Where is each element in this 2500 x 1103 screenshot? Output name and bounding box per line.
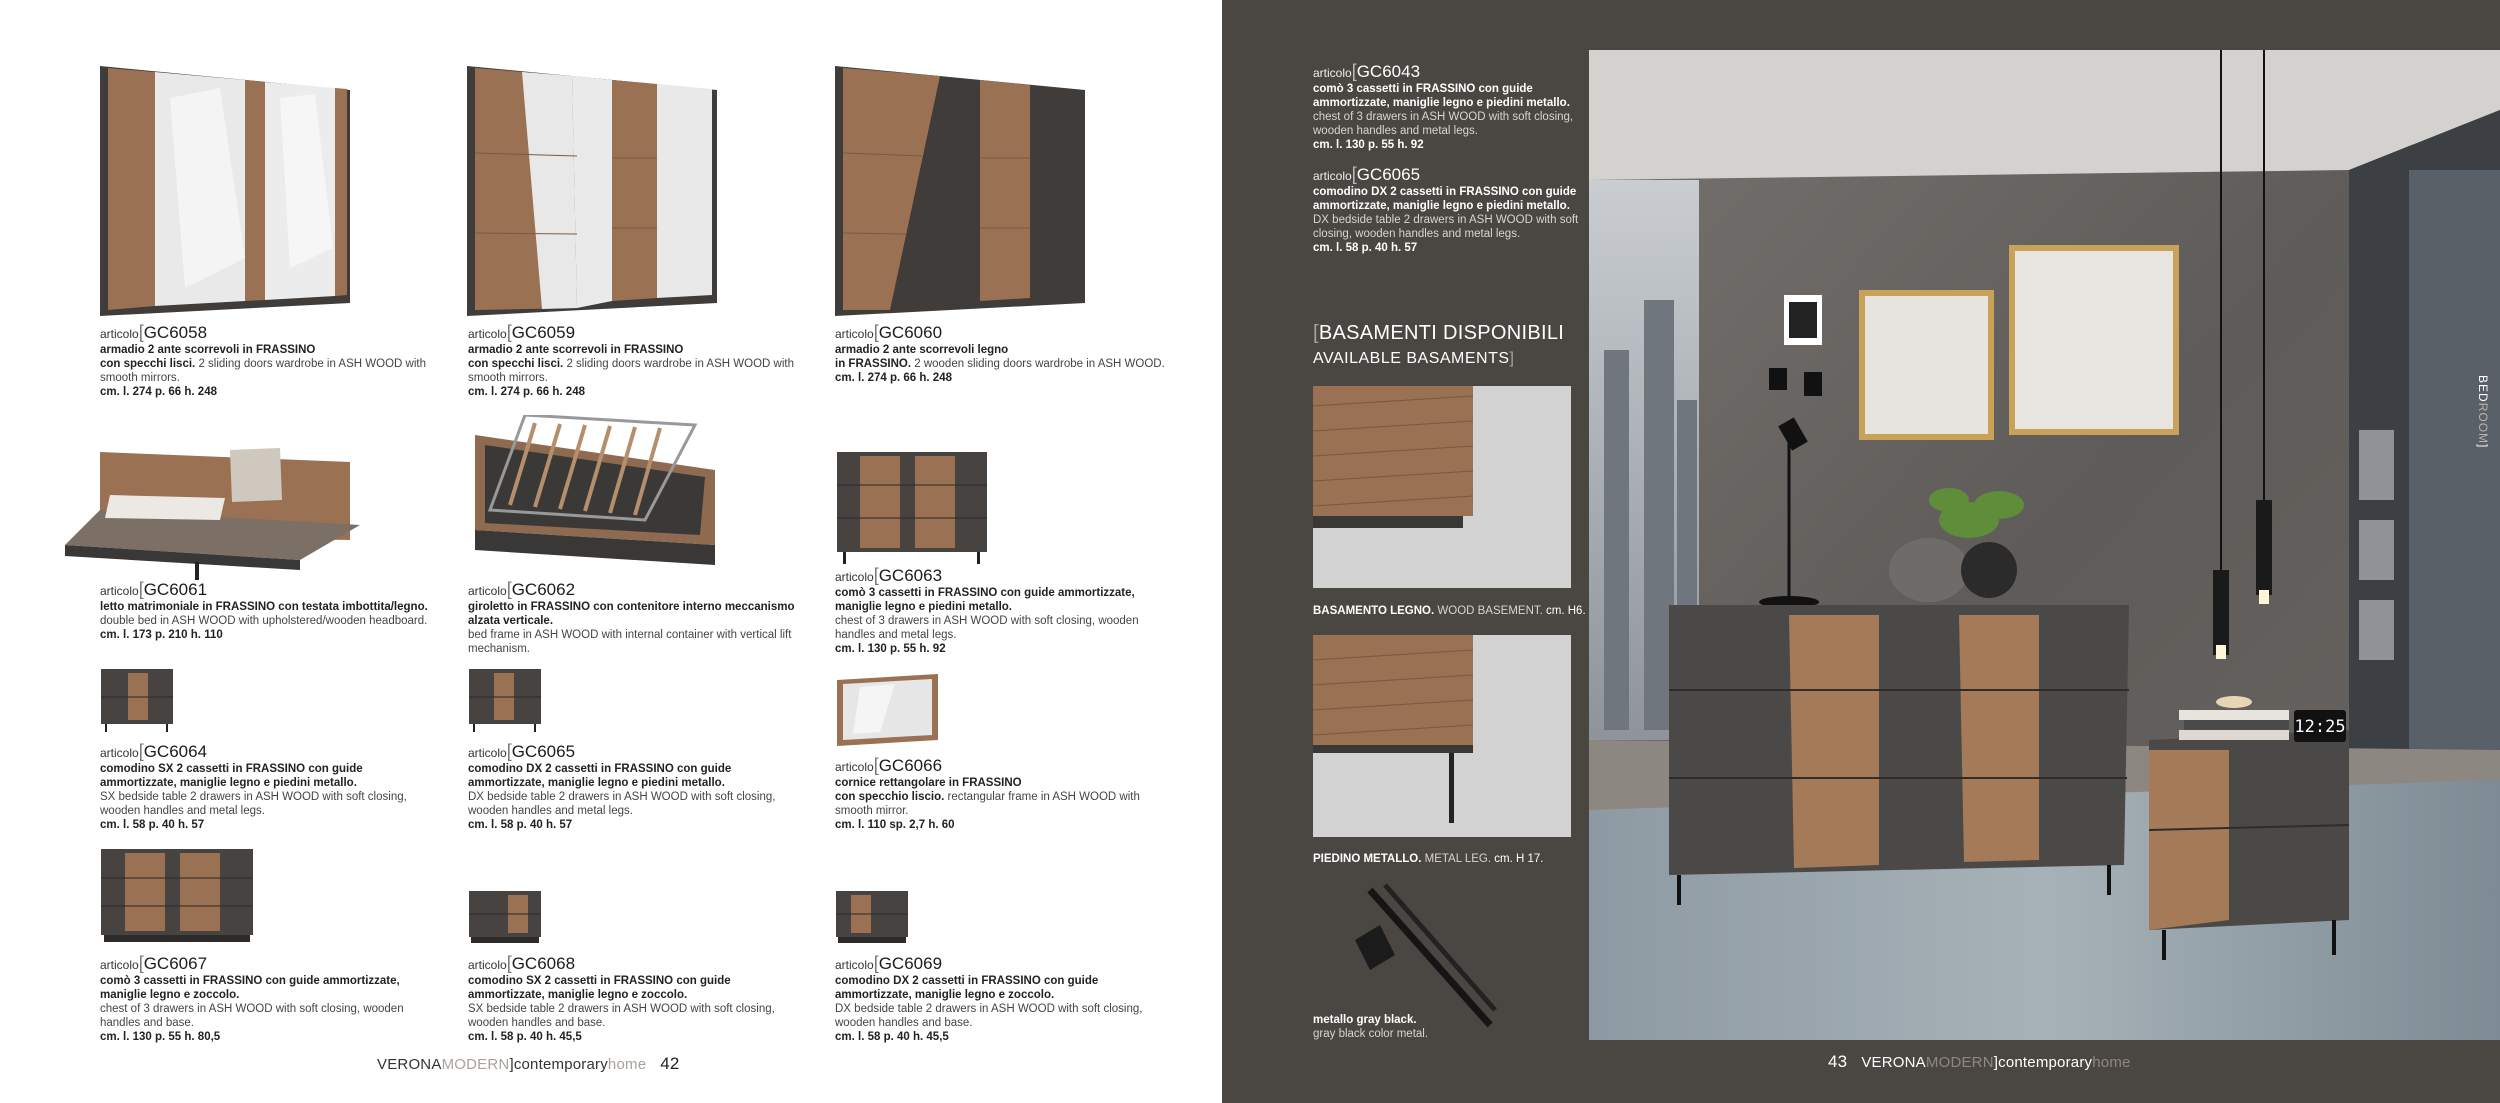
product-desc-it: armadio 2 ante scorrevoli in FRASSINO — [100, 344, 316, 356]
product-dimensions: cm. l. 58 p. 40 h. 57 — [468, 819, 573, 831]
product-dimensions: cm. l. 58 p. 40 h. 45,5 — [835, 1031, 949, 1043]
bedside-gc6065-image — [468, 668, 543, 733]
product-desc-it: armadio 2 ante scorrevoli in FRASSINO — [468, 344, 684, 356]
wardrobe-gc6059-image — [462, 58, 722, 323]
product-dimensions: cm. l. 130 p. 55 h. 92 — [1313, 139, 1424, 151]
product-desc-en: 2 sliding doors wardrobe in ASH WOOD with smooth mirrors. — [468, 358, 794, 384]
articolo-label: articolo — [100, 327, 139, 341]
wood-basement-dim: cm. H6. — [1546, 605, 1586, 617]
product-desc-it-2: con specchi lisci. — [468, 358, 564, 370]
product-desc-it-2: con specchio liscio. — [835, 791, 945, 803]
product-desc-it: comodino DX 2 cassetti in FRASSINO con guide ammortizzate, maniglie legno e zoccolo. — [835, 975, 1099, 1001]
product-code: GC6059 — [511, 323, 576, 342]
footer-left — [377, 1054, 680, 1074]
product-desc-it-2: con specchi lisci. — [100, 358, 196, 370]
metal-leg-image — [1313, 635, 1571, 837]
product-desc-it: comodino DX 2 cassetti in FRASSINO con guide ammortizzate, maniglie legno e piedini metallo. — [1313, 186, 1577, 212]
articolo-label: articolo — [100, 584, 139, 598]
wood-basement-image — [1313, 386, 1571, 588]
product-desc-it: comodino SX 2 cassetti in FRASSINO con guide ammortizzate, maniglie legno e piedini metallo. — [100, 763, 363, 789]
bedside-gc6064-image — [100, 668, 175, 733]
chest-gc6067-image — [100, 848, 255, 943]
basamenti-subtitle-text: AVAILABLE BASAMENTS — [1313, 350, 1510, 367]
product-desc-it: comò 3 cassetti in FRASSINO con guide ammortizzate, maniglie legno e piedini metallo. — [1313, 83, 1570, 109]
product-desc-it: letto matrimoniale in FRASSINO con testata imbottita/legno. — [100, 601, 428, 613]
product-code: GC6069 — [878, 954, 943, 973]
leg-color-it: metallo gray black. — [1313, 1014, 1417, 1026]
product-desc-en: SX bedside table 2 drawers in ASH WOOD with soft closing, wooden handles and base. — [468, 1003, 775, 1029]
mirror-gc6066-image — [835, 672, 940, 747]
product-code: GC6063 — [878, 566, 943, 585]
product-dimensions: cm. l. 110 sp. 2,7 h. 60 — [835, 819, 955, 831]
articolo-label: articolo — [1313, 169, 1352, 183]
articolo-label: articolo — [468, 958, 507, 972]
product-caption-gc6064: articolo[GC6064 comodino SX 2 cassetti in FRASSINO con guide ammortizzate, maniglie legno e piedini metallo. SX bedside table 2 drawers in ASH WOOD with soft closing, wooden handles and metal legs. cm. l. 58 p. 40 h. 57 — [100, 742, 430, 832]
articolo-label: articolo — [835, 327, 874, 341]
product-code: GC6065 — [1356, 165, 1421, 184]
product-dimensions: cm. l. 58 p. 40 h. 57 — [1313, 242, 1418, 254]
footer-brand-light: MODERN — [1925, 1054, 1994, 1071]
metal-leg-it: PIEDINO METALLO. — [1313, 853, 1422, 865]
product-code: GC6065 — [511, 742, 576, 761]
footer-tag: contemporary — [513, 1056, 608, 1073]
product-desc-it: armadio 2 ante scorrevoli legno — [835, 344, 1009, 356]
product-code: GC6043 — [1356, 62, 1421, 81]
product-desc-en: rectangular frame in ASH WOOD with smooth mirror. — [835, 791, 1140, 817]
product-caption-gc6059: articolo[GC6059 armadio 2 ante scorrevoli in FRASSINO con specchi lisci. 2 sliding doors wardrobe in ASH WOOD with smooth mirrors. cm. l. 274 p. 66 h. 248 — [468, 323, 798, 399]
product-desc-en: chest of 3 drawers in ASH WOOD with soft closing, wooden handles and metal legs. — [1313, 111, 1574, 137]
metal-leg-en: METAL LEG. — [1424, 853, 1492, 865]
product-code: GC6062 — [511, 580, 576, 599]
clock-display: 12:25 — [2294, 717, 2346, 737]
product-caption-gc6067: articolo[GC6067 comò 3 cassetti in FRASSINO con guide ammortizzate, maniglie legno e zoccolo. chest of 3 drawers in ASH WOOD with soft closing, wooden handles and base. cm. l. 130 p. 55 h. 80,5 — [100, 954, 430, 1044]
page-number: 43 — [1828, 1052, 1848, 1071]
product-desc-en: DX bedside table 2 drawers in ASH WOOD with soft closing, wooden handles and metal legs. — [468, 791, 776, 817]
product-caption-gc6066: articolo[GC6066 cornice rettangolare in FRASSINO con specchio liscio. rectangular frame in ASH WOOD with smooth mirror. cm. l. 110 sp. 2,7 h. 60 — [835, 756, 1165, 832]
wardrobe-gc6060-image — [830, 58, 1090, 323]
basamenti-subtitle: AVAILABLE BASAMENTS] — [1313, 350, 1515, 367]
leg-color-en: gray black color metal. — [1313, 1028, 1429, 1040]
metal-leg-sample-image — [1350, 880, 1500, 1030]
product-desc-en: bed frame in ASH WOOD with internal container with vertical lift mechanism. — [468, 629, 792, 655]
basamenti-title: [BASAMENTI DISPONIBILI — [1313, 322, 1565, 344]
product-desc-en: SX bedside table 2 drawers in ASH WOOD with soft closing, wooden handles and metal legs. — [100, 791, 407, 817]
metal-leg-dim: cm. H 17. — [1494, 853, 1544, 865]
product-desc-it: comodino DX 2 cassetti in FRASSINO con guide ammortizzate, maniglie legno e piedini metallo. — [468, 763, 732, 789]
chest-gc6063-image — [835, 450, 990, 565]
product-code: GC6067 — [143, 954, 208, 973]
bed-gc6061-image — [60, 440, 360, 580]
product-caption-gc6065: articolo[GC6065 comodino DX 2 cassetti in FRASSINO con guide ammortizzate, maniglie legno e piedini metallo. DX bedside table 2 drawers in ASH WOOD with soft closing, wooden handles and metal legs. cm. l. 58 p. 40 h. 57 — [468, 742, 798, 832]
articolo-label: articolo — [835, 958, 874, 972]
product-dimensions: cm. l. 58 p. 40 h. 57 — [100, 819, 205, 831]
product-desc-it: cornice rettangolare in FRASSINO — [835, 777, 1022, 789]
product-code: GC6064 — [143, 742, 208, 761]
wood-basement-label — [1313, 605, 1586, 617]
basamenti-title-text: BASAMENTI DISPONIBILI — [1318, 322, 1565, 344]
product-caption-gc6065-right: articolo[GC6065 comodino DX 2 cassetti in FRASSINO con guide ammortizzate, maniglie legno e piedini metallo. DX bedside table 2 drawers in ASH WOOD with soft closing, wooden handles and metal legs. cm. l. 58 p. 40 h. 57 — [1313, 165, 1583, 255]
metal-leg-label — [1313, 853, 1544, 865]
articolo-label: articolo — [100, 746, 139, 760]
product-desc-en: 2 sliding doors wardrobe in ASH WOOD with smooth mirrors. — [100, 358, 426, 384]
product-desc-it-2: in FRASSINO. — [835, 358, 912, 370]
product-desc-en: DX bedside table 2 drawers in ASH WOOD with soft closing, wooden handles and metal legs. — [1313, 214, 1579, 240]
product-dimensions: cm. l. 58 p. 40 h. 45,5 — [468, 1031, 582, 1043]
product-desc-en: double bed in ASH WOOD with upholstered/wooden headboard. — [100, 615, 428, 627]
product-caption-gc6063: articolo[GC6063 comò 3 cassetti in FRASSINO con guide ammortizzate, maniglie legno e piedini metallo. chest of 3 drawers in ASH WOOD with soft closing, wooden handles and metal legs. cm. l. 130 p. 55 h. 92 — [835, 566, 1165, 656]
footer-right — [1828, 1052, 2131, 1072]
product-desc-en: 2 wooden sliding doors wardrobe in ASH WOOD. — [914, 358, 1165, 370]
product-caption-gc6069: articolo[GC6069 comodino DX 2 cassetti in FRASSINO con guide ammortizzate, maniglie legno e zoccolo. DX bedside table 2 drawers in ASH WOOD with soft closing, wooden handles and base. cm. l. 58 p. 40 h. 45,5 — [835, 954, 1165, 1044]
product-dimensions: cm. l. 274 p. 66 h. 248 — [835, 372, 952, 384]
product-caption-gc6062: articolo[GC6062 giroletto in FRASSINO con contenitore interno meccanismo alzata verticale. bed frame in ASH WOOD with internal container with vertical lift mechanism. — [468, 580, 798, 656]
product-caption-gc6061: articolo[GC6061 letto matrimoniale in FRASSINO con testata imbottita/legno. double bed in ASH WOOD with upholstered/wooden headboard. cm. l. 173 p. 210 h. 110 — [100, 580, 430, 642]
footer-brand-light: MODERN — [441, 1056, 510, 1073]
product-code: GC6068 — [511, 954, 576, 973]
wardrobe-gc6058-image — [95, 58, 355, 323]
product-dimensions: cm. l. 130 p. 55 h. 80,5 — [100, 1031, 221, 1043]
product-code: GC6066 — [878, 756, 943, 775]
product-desc-it: giroletto in FRASSINO con contenitore interno meccanismo alzata verticale. — [468, 601, 795, 627]
articolo-label: articolo — [835, 760, 874, 774]
articolo-label: articolo — [468, 746, 507, 760]
product-code: GC6060 — [878, 323, 943, 342]
product-caption-gc6043: articolo[GC6043 comò 3 cassetti in FRASSINO con guide ammortizzate, maniglie legno e piedini metallo. chest of 3 drawers in ASH WOOD with soft closing, wooden handles and metal legs. cm. l. 130 p. 55 h. 92 — [1313, 62, 1583, 152]
product-dimensions: cm. l. 130 p. 55 h. 92 — [835, 643, 946, 655]
product-dimensions: cm. l. 173 p. 210 h. 110 — [100, 629, 223, 641]
articolo-label: articolo — [835, 570, 874, 584]
product-desc-it: comò 3 cassetti in FRASSINO con guide ammortizzate, maniglie legno e zoccolo. — [100, 975, 400, 1001]
product-caption-gc6060: articolo[GC6060 armadio 2 ante scorrevoli legno in FRASSINO. 2 wooden sliding doors wardrobe in ASH WOOD. cm. l. 274 p. 66 h. 248 — [835, 322, 1165, 384]
wood-basement-it: BASAMENTO LEGNO. — [1313, 605, 1435, 617]
bed-frame-gc6062-image — [465, 415, 730, 580]
footer-tag-light: home — [2092, 1054, 2131, 1071]
product-desc-en: chest of 3 drawers in ASH WOOD with soft closing, wooden handles and base. — [100, 1003, 404, 1029]
product-desc-it: comò 3 cassetti in FRASSINO con guide ammortizzate, maniglie legno e piedini metallo. — [835, 587, 1135, 613]
articolo-label: articolo — [1313, 66, 1352, 80]
footer-bracket: ] — [509, 1056, 514, 1073]
bedroom-scene-illustration — [1589, 50, 2500, 1040]
page-number: 42 — [660, 1054, 680, 1073]
articolo-label: articolo — [468, 584, 507, 598]
articolo-label: articolo — [468, 327, 507, 341]
product-code: GC6058 — [143, 323, 208, 342]
product-desc-it: comodino SX 2 cassetti in FRASSINO con guide ammortizzate, maniglie legno e zoccolo. — [468, 975, 731, 1001]
bedroom-photo — [1589, 50, 2500, 1040]
wood-basement-en: WOOD BASEMENT. — [1437, 605, 1543, 617]
footer-brand: VERONA — [1861, 1054, 1926, 1071]
bedside-gc6068-image — [468, 890, 543, 945]
product-desc-en: chest of 3 drawers in ASH WOOD with soft closing, wooden handles and metal legs. — [835, 615, 1139, 641]
footer-brand: VERONA — [377, 1056, 442, 1073]
side-tab-light: ROOM — [2476, 402, 2490, 445]
footer-bracket: ] — [1993, 1054, 1999, 1071]
product-dimensions: cm. l. 274 p. 66 h. 248 — [468, 386, 585, 398]
product-dimensions: cm. l. 274 p. 66 h. 248 — [100, 386, 217, 398]
product-desc-en: DX bedside table 2 drawers in ASH WOOD with soft closing, wooden handles and base. — [835, 1003, 1143, 1029]
leg-color-label — [1313, 1013, 1428, 1041]
bedside-gc6069-image — [835, 890, 910, 945]
side-tab-bracket: ] — [2476, 444, 2490, 449]
product-code: GC6061 — [143, 580, 208, 599]
side-tab-bold: BED — [2476, 375, 2490, 403]
product-caption-gc6068: articolo[GC6068 comodino SX 2 cassetti in FRASSINO con guide ammortizzate, maniglie legno e zoccolo. SX bedside table 2 drawers in ASH WOOD with soft closing, wooden handles and base. cm. l. 58 p. 40 h. 45,5 — [468, 954, 798, 1044]
articolo-label: articolo — [100, 958, 139, 972]
section-side-tab — [2470, 375, 2490, 455]
footer-tag-light: home — [607, 1056, 647, 1073]
footer-tag: contemporary — [1998, 1054, 2093, 1071]
product-caption-gc6058: articolo[GC6058 armadio 2 ante scorrevoli in FRASSINO con specchi lisci. 2 sliding doors wardrobe in ASH WOOD with smooth mirrors. cm. l. 274 p. 66 h. 248 — [100, 323, 430, 399]
